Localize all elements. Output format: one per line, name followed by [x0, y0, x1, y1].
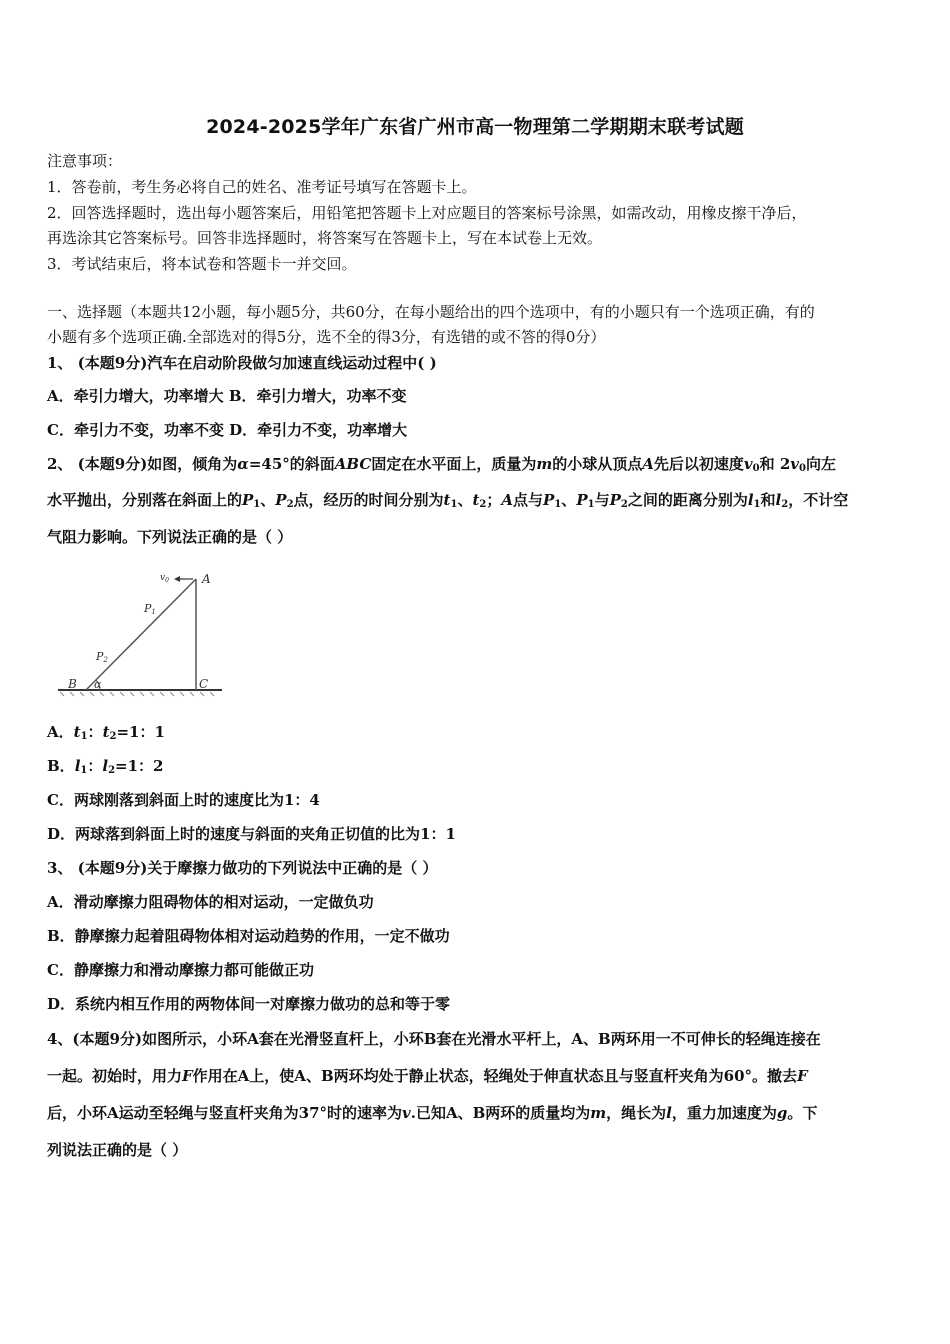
q2-option-c: C．两球刚落到斜面上时的速度比为1：4: [47, 791, 320, 809]
q2-stem-line1: 2、 (本题9分)如图，倾角为α=45°的斜面ABC固定在水平面上，质量为m的小球从顶点A先后以初速度$v_0$和 $2v_0$向左: [47, 455, 836, 474]
section-instructions-2: 小题有多个选项正确.全部选对的得5分，选不全的得3分，有选错的或不答的得0分）: [47, 328, 606, 346]
q3-option-d: D．系统内相互作用的两物体间一对摩擦力做功的总和等于零: [47, 995, 451, 1013]
incline-diagram: [56, 566, 224, 698]
q4-stem-line2: 一起。初始时，用力F作用在A上，使A、B两环均处于静止状态，轻绳处于伸直状态且与竖直杆夹角为60°。撤去F: [47, 1067, 808, 1085]
q1-stem: 1、 (本题9分)汽车在启动阶段做匀加速直线运动过程中( ): [47, 354, 437, 372]
q1-options-cd: C．牵引力不变，功率不变 D．牵引力不变，功率增大: [47, 421, 408, 439]
label-b: B: [68, 677, 77, 691]
q4-stem-line3: 后，小环A运动至轻绳与竖直杆夹角为37°时的速率为v.已知A、B两环的质量均为m，绳长为l，重力加速度为g。下: [47, 1104, 818, 1122]
label-p2: P2: [96, 650, 108, 664]
notice-item-2-cont: 再选涂其它答案标号。回答非选择题时，将答案写在答题卡上，写在本试卷上无效。: [47, 229, 603, 247]
q1-options-ab: A．牵引力增大，功率增大 B．牵引力增大，功率不变: [47, 387, 407, 405]
label-alpha: α: [94, 678, 102, 691]
q2-option-a: A．$t_1$：$t_2=1$：1: [47, 723, 165, 742]
notice-item-3: 3．考试结束后，将本试卷和答题卡一并交回。: [47, 255, 357, 273]
incline-line: [86, 579, 196, 690]
q4-stem-line1: 4、(本题9分)如图所示，小环A套在光滑竖直杆上，小环B套在光滑水平杆上，A、B两环用一不可伸长的轻绳连接在: [47, 1030, 821, 1048]
section-instructions-1: 一、选择题（本题共12小题，每小题5分，共60分，在每小题给出的四个选项中，有的小题只有一个选项正确，有的: [47, 303, 815, 321]
notice-heading: 注意事项：: [47, 152, 123, 170]
q3-option-c: C．静摩擦力和滑动摩擦力都可能做正功: [47, 961, 314, 979]
label-p1: P1: [144, 602, 156, 616]
q2-stem-line2: 水平抛出，分别落在斜面上的$P_1$、$P_2$点，经历的时间分别为$t_1$、$t_2$；A点与$P_1$、$P_1$与$P_2$之间的距离分别为$l_1$和$l_2$，不计空: [47, 491, 849, 510]
q3-option-a: A．滑动摩擦力阻碍物体的相对运动，一定做负功: [47, 893, 374, 911]
q4-stem-line4: 列说法正确的是（ ）: [47, 1141, 188, 1159]
q2-option-b: B．$l_1$：$l_2=1$：2: [47, 757, 164, 776]
label-a: A: [202, 572, 211, 586]
notice-item-1: 1．答卷前，考生务必将自己的姓名、准考证号填写在答题卡上。: [47, 178, 477, 196]
page-title: 2024-2025学年广东省广州市高一物理第二学期期末联考试题: [206, 116, 744, 138]
q2-stem-line3: 气阻力影响。下列说法正确的是（ ）: [47, 528, 293, 546]
velocity-arrowhead: [174, 576, 180, 582]
q3-option-b: B．静摩擦力起着阻碍物体相对运动趋势的作用，一定不做功: [47, 927, 450, 945]
label-v0: $v_0$: [160, 573, 169, 584]
notice-item-2: 2．回答选择题时，选出每小题答案后，用铅笔把答题卡上对应题目的答案标号涂黑，如需改动，用橡皮擦干净后，: [47, 204, 807, 222]
q3-stem: 3、 (本题9分)关于摩擦力做功的下列说法中正确的是（ ）: [47, 859, 438, 877]
q2-option-d: D．两球落到斜面上时的速度与斜面的夹角正切值的比为1：1: [47, 825, 456, 843]
ground-hatching: [60, 692, 214, 696]
label-c: C: [199, 677, 209, 691]
